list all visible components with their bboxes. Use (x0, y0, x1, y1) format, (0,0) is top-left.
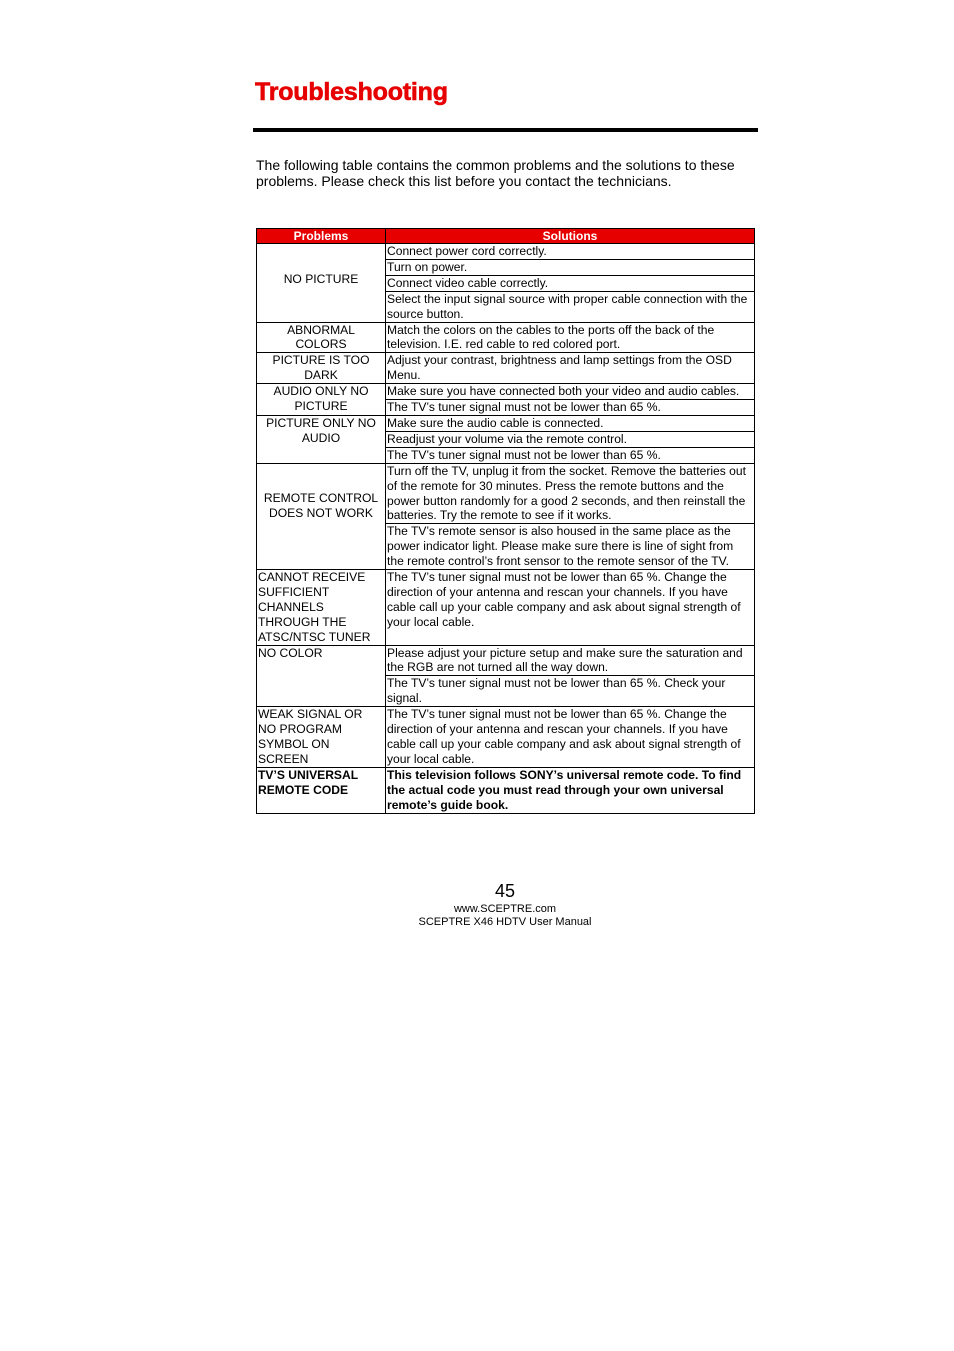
problem-cell: TV’S UNIVERSAL REMOTE CODE (257, 767, 386, 813)
solution-cell: Match the colors on the cables to the ports off the back of the television. I.E. red cable to red colored port. (386, 322, 755, 353)
table-row (257, 244, 755, 260)
solution-cell: The TV’s remote sensor is also housed in the same place as the power indicator light. Please make sure there is line of sight from the remote control’s front sensor to the remote sensor of the TV. (386, 524, 755, 570)
solution-cell: The TV’s tuner signal must not be lower than 65 %. (386, 400, 755, 416)
solution-cell: Readjust your volume via the remote control. (386, 431, 755, 447)
page-number: 45 (494, 881, 516, 901)
problem-cell: REMOTE CONTROL DOES NOT WORK (257, 463, 386, 569)
table-row (257, 384, 755, 400)
table-row (257, 767, 755, 813)
problem-cell: PICTURE ONLY NO AUDIO (257, 415, 386, 463)
problem-cell: AUDIO ONLY NO PICTURE (257, 384, 386, 416)
table-row (257, 463, 755, 524)
table-row (257, 322, 755, 353)
table-row (257, 645, 755, 676)
page-title: Troubleshooting (255, 78, 448, 106)
title-divider (253, 128, 758, 132)
table-row (257, 570, 755, 646)
table-row (257, 707, 755, 768)
footer-url: www.SCEPTRE.com (453, 903, 557, 915)
problem-cell: WEAK SIGNAL OR NO PROGRAM SYMBOL ON SCREEN (257, 707, 386, 768)
solution-cell: Make sure the audio cable is connected. (386, 415, 755, 431)
solution-cell: Connect video cable correctly. (386, 275, 755, 291)
problem-cell: CANNOT RECEIVE SUFFICIENT CHANNELS THROUGH THE ATSC/NTSC TUNER (257, 570, 386, 646)
solution-cell: Turn on power. (386, 259, 755, 275)
solution-cell: The TV’s tuner signal must not be lower than 65 %. (386, 447, 755, 463)
table-row (257, 353, 755, 384)
solution-cell: The TV’s tuner signal must not be lower than 65 %. Change the direction of your antenna and rescan your channels. If you have cable call up your cable company and ask about signal strength of your local cable. (386, 570, 755, 646)
header-problems: Problems (257, 229, 386, 244)
solution-cell: Make sure you have connected both your video and audio cables. (386, 384, 755, 400)
solution-cell: The TV’s tuner signal must not be lower than 65 %. Change the direction of your antenna and rescan your channels. If you have cable call up your cable company and ask about signal strength of your local cable. (386, 707, 755, 768)
table-row (257, 415, 755, 431)
solution-cell: The TV’s tuner signal must not be lower than 65 %. Check your signal. (386, 676, 755, 707)
problem-cell: NO COLOR (257, 645, 386, 707)
problem-cell: NO PICTURE (257, 244, 386, 323)
troubleshooting-table (256, 228, 755, 814)
header-solutions: Solutions (386, 229, 755, 244)
solution-cell: Turn off the TV, unplug it from the socket. Remove the batteries out of the remote for 30 minutes. Press the remote buttons and the power button randomly for a good 2 seconds, and then reinstall the batteries. Try the remote to see if it works. (386, 463, 755, 524)
footer-manual-title: SCEPTRE X46 HDTV User Manual (418, 916, 592, 928)
problem-cell: PICTURE IS TOO DARK (257, 353, 386, 384)
table-header-row (257, 229, 755, 244)
solution-cell: Select the input signal source with proper cable connection with the source button. (386, 291, 755, 322)
solution-cell: Adjust your contrast, brightness and lamp settings from the OSD Menu. (386, 353, 755, 384)
solution-cell: This television follows SONY’s universal remote code. To find the actual code you must read through your own universal remote’s guide book. (386, 767, 755, 813)
problem-cell: ABNORMAL COLORS (257, 322, 386, 353)
solution-cell: Connect power cord correctly. (386, 244, 755, 260)
solution-cell: Please adjust your picture setup and make sure the saturation and the RGB are not turned all the way down. (386, 645, 755, 676)
intro-paragraph: The following table contains the common problems and the solutions to these problems. Please check this list before you contact the technicians. (256, 157, 735, 189)
